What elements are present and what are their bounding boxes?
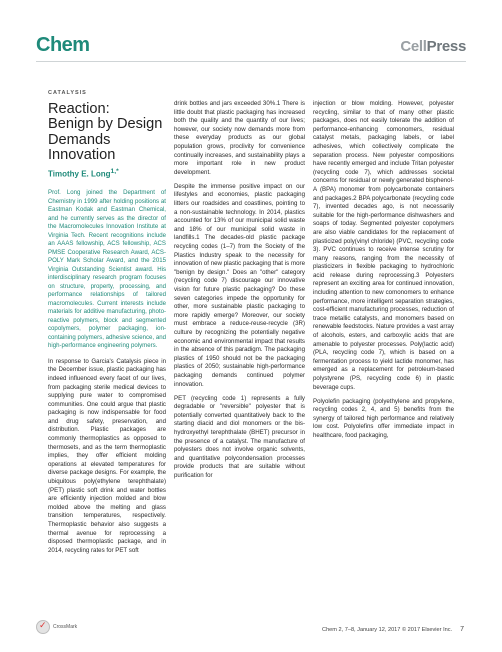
- body-paragraph: drink bottles and jars exceeded 30%.1 There is little doubt that plastic packaging has increased both the quality and the quantity of our lives; however, our society now demands more from these everyday products as our global population grows, proclivity for convenience continually increases, and sustainability plays a more important role in new product development.: [174, 100, 305, 176]
- article-title: [48, 102, 166, 164]
- body-paragraph: In response to Garcia's Catalysis piece in the December issue, plastic packaging has indeed influenced every facet of our lives, from packaging sterile medical devices to supplying pure water to compromised communities. One could argue that plastic packaging is now indispensable for food and drug safety, preservation, and distribution. Plastic packages are commonly thermoplastics as opposed to thermosets, and as the term thermoplastic implies, they offer efficient molding operations at elevated temperatures for diverse package designs. For example, the ubiquitous poly(ethylene terephthalate) (PET) plastic soft drink and water bottles are efficiently injection molded and blow molded above the melting and glass transition temperatures, respectively. Thermoplastic behavior also suggests a thermal avenue for reprocessing a disposed thermoplastic package, and in 2014, recycling rates for PET soft: [48, 357, 166, 554]
- column-2: [174, 100, 305, 486]
- page-footer: [322, 626, 464, 633]
- title-line-1: Reaction:: [48, 100, 110, 117]
- body-paragraph: Polyolefin packaging (polyethylene and propylene, recycling codes 2, 4, and 5) benefits from the synergy of tailored high performance and relatively low cost. Polyolefins offer immediate impact in healthcare, food packaging,: [313, 397, 454, 440]
- journal-logo: Chem: [36, 34, 90, 56]
- section-label: CATALYSIS: [48, 90, 87, 96]
- crossmark-icon: [36, 620, 50, 634]
- publisher-logo-b: Press: [426, 38, 466, 55]
- author-bio: Prof. Long joined the Department of Chemistry in 1999 after holding positions at Eastman Kodak and Eastman Chemical, and he currently serves as the director of the Macromolecules Innovation Institute at Virginia Tech. Recent recognitions include an AAAS fellowship, ACS fellowship, ACS PMSE Cooperative Research Award, ACS-POLY Mark Scholar Award, and the 2015 Virginia Outstanding Scientist award. His interdisciplinary research program focuses on structure, property, processing, and performance relationships of tailored macromolecules. Current interests include materials for additive manufacturing, photo-reactive polymers, block and segmented copolymers, polymer packaging, ion-containing polymers, adhesive science, and high-performance engineering polymers.: [48, 189, 166, 350]
- crossmark-label: CrossMark: [53, 624, 78, 630]
- author-name-text: Timothy E. Long: [48, 169, 111, 179]
- author-affiliation-marks: 1,*: [110, 167, 119, 175]
- crossmark-badge[interactable]: [36, 620, 77, 634]
- body-paragraph: PET (recycling code 1) represents a fully degradable or "reversible" polyester that is potentially converted quantitatively back to the starting diacid and diol monomers or the bis-hydroxyethyl terephthalate (BHET) precursor in the presence of a catalyst. The manufacture of polyesters does not involve organic solvents, and quantitative polycondensation processes provide products that are suitable without purification for: [174, 394, 305, 479]
- title-line-3: Demands Innovation: [48, 131, 116, 164]
- title-line-2: Benign by Design: [48, 116, 163, 133]
- citation-line: Chem 2, 7–8, January 12, 2017 © 2017 Elsevier Inc.: [322, 627, 453, 633]
- body-paragraph: injection or blow molding. However, polyester recycling, similar to that of many other plastic packages, does not easily tolerate the addition of performance-enhancing comonomers, residual catalyst metals, packaging labels, or label adhesives, which collectively complicate the separation process. New polyester compositions have recently emerged and include Tritan polyester (recycling code 7), which addresses societal concerns for residual or newly generated bisphenol-A (BPA) monomer from polycarbonate containers and packages.2 BPA polycarbonate (recycling code 7), invented decades ago, is not necessarily suitable for the high-performance dishwashers and soaps of today. Segmented polyester copolymers are also viable candidates for the replacement of plasticized poly(vinyl chloride) (PVC, recycling code 3). PVC continues to receive intense scrutiny for many reasons, ranging from the necessity of plasticizers in flexible packaging to hydrochloric acid release during reprocessing.3 Polyesters represent an exciting area for continued innovation, including attention to new comonomers to enhance performance, more intelligent separation strategies, cost-efficient manufacturing processes, reduction of trace metallic catalysts, and monomers based on renewable feedstocks. Nature provides a vast array of alcohols, esters, and carboxylic acids that are amenable to polyester processes. Poly(lactic acid) (PLA, recycling code 7), which is based on a fermentation process to yield lactide monomer, has emerged as a replacement for petroleum-based polystyrene (PS, recycling code 6) in plastic beverage cups.: [313, 100, 454, 391]
- page-number: 7: [460, 626, 464, 633]
- column-3: [313, 100, 454, 446]
- column-1: [48, 89, 166, 561]
- publisher-logo: [400, 38, 466, 55]
- body-paragraph: Despite the immense positive impact on our lifestyles and economies, plastic packaging litters our roadsides and coastlines, pointing to a non-sustainable technology. In 2014, plastics accounted for 13% of our municipal solid waste and 18% of our municipal solid waste in landfills.1 The decades-old plastic package recycling codes (1–7) from the Society of the Plastics Industry speak to the necessity for innovation of new plastic packaging that is more "benign by design." Does an "other" category (recycling code 7) discourage our innovative vision for future plastic packaging? Do these seven categories impede the opportunity for other, more sustainable plastic packaging to more rapidly emerge? Moreover, our society must embrace a reduce-reuse-recycle (3R) culture by recognizing the potentially negative economic and environmental impact that results in the absence of this paradigm. The packaging plastics of 1950 should not be the packaging plastics of 2050; sustainable high-performance packaging demands continued polymer innovation.: [174, 182, 305, 388]
- author-name: [48, 168, 166, 179]
- header-rule: [36, 61, 466, 62]
- publisher-logo-a: Cell: [400, 38, 427, 55]
